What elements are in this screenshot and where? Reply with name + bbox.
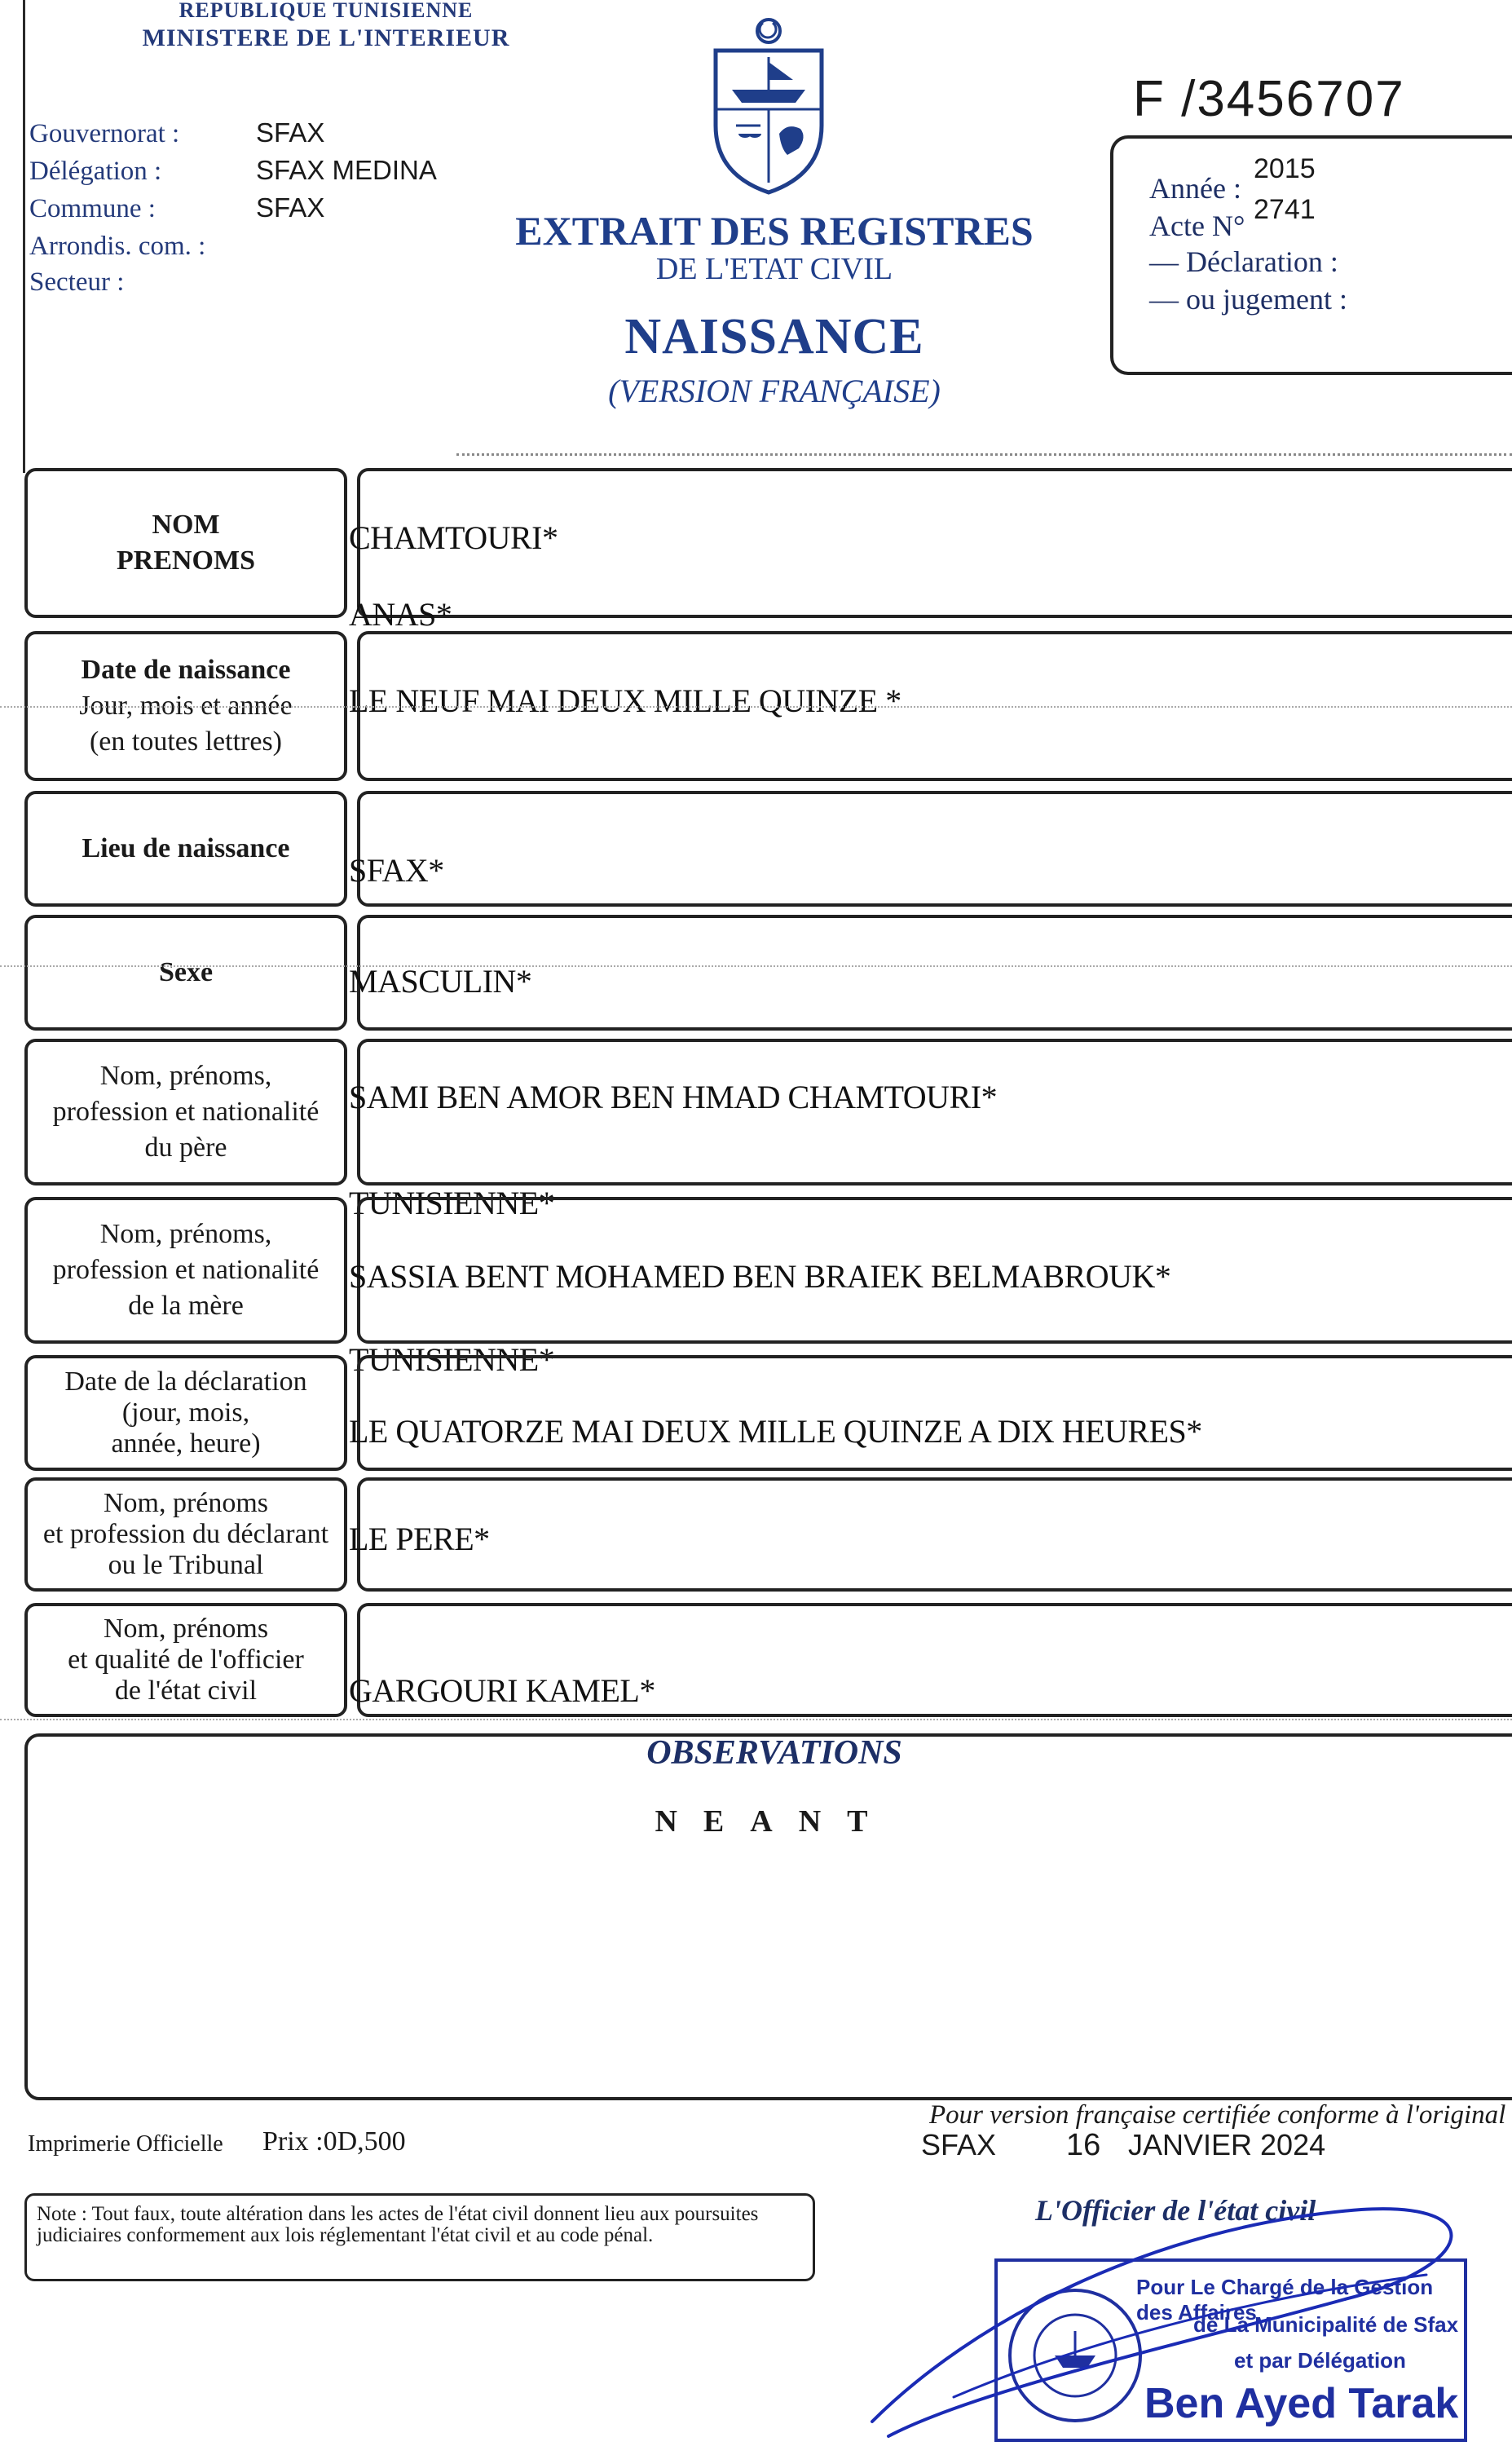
dotted-line [0, 965, 1512, 967]
mere-label-box [24, 1197, 347, 1344]
dotted-line [0, 1719, 1512, 1720]
issue-day: 16 [1066, 2128, 1101, 2162]
declarant-label-box [24, 1477, 347, 1592]
pere-value: SAMI BEN AMOR BEN HMAD CHAMTOURI* [349, 1079, 998, 1115]
acte-number-value: 2741 [1254, 194, 1316, 225]
mere-value: SASSIA BENT MOHAMED BEN BRAIEK BELMABROUK* [349, 1258, 1171, 1295]
jugement-type-label: — ou jugement : [1149, 283, 1347, 316]
nom-value: CHAMTOURI* [349, 519, 558, 556]
delegation-label: Délégation : [29, 157, 162, 186]
declaration-type-label: — Déclaration : [1149, 245, 1338, 278]
declarant-label: Nom, prénoms et profession du déclarant ou le Tribunal [42, 1488, 329, 1580]
observations-value: NEANT [655, 1804, 894, 1839]
document-type: NAISSANCE [624, 309, 924, 364]
document-subtitle: DE L'ETAT CIVIL [655, 252, 893, 286]
margin-rule [23, 0, 25, 473]
coat-of-arms-icon [708, 11, 830, 199]
pere-label: Nom, prénoms, profession et nationalité du père [52, 1061, 320, 1163]
officier-label: Nom, prénoms et qualité de l'officier de l'état civil [68, 1614, 304, 1706]
commune-label: Commune : [29, 194, 156, 223]
sexe-label: Sexe [158, 957, 214, 987]
lieu-value: SFAX* [349, 852, 444, 889]
sexe-label-box [24, 915, 347, 1031]
pere-nationalite: TUNISIENNE* [349, 1185, 555, 1221]
official-stamp [994, 2258, 1467, 2442]
officer-title: L'Officier de l'état civil [1035, 2194, 1316, 2227]
stamp-line-3: et par Délégation [1234, 2348, 1406, 2373]
issue-month-year: JANVIER 2024 [1128, 2128, 1326, 2161]
declaration-label-box [24, 1355, 347, 1471]
declaration-value: LE QUATORZE MAI DEUX MILLE QUINZE A DIX HEURES* [349, 1413, 1202, 1450]
lieu-value-box [357, 791, 1512, 907]
officier-label-box [24, 1603, 347, 1717]
legal-note: Note : Tout faux, toute altération dans les actes de l'état civil donnent lieu aux poursuites judiciaires conformement aux lois réglementant l'état civil et au code pénal. [24, 2193, 815, 2281]
officier-value: GARGOURI KAMEL* [349, 1672, 655, 1709]
document-number: F /3456707 [1133, 71, 1405, 127]
commune-value: SFAX [256, 192, 325, 223]
header-separator [456, 453, 1512, 456]
price: Prix :0D,500 [262, 2126, 406, 2157]
nom-label-box [24, 468, 347, 618]
seal-icon [1006, 2286, 1144, 2425]
mere-label: Nom, prénoms, profession et nationalité de la mère [52, 1219, 320, 1321]
gouvernorat-label: Gouvernorat : [29, 119, 180, 148]
stamp-line-1: Pour Le Chargé de la Gestion des Affaires [1136, 2275, 1434, 2325]
declarant-value: LE PERE* [349, 1521, 490, 1557]
printer-name: Imprimerie Officielle [28, 2131, 223, 2157]
date-naissance-label: Date de naissance [81, 655, 291, 685]
annee-label: Année : [1149, 172, 1241, 205]
annee-value: 2015 [1254, 153, 1316, 184]
prenom-value: ANAS* [349, 596, 452, 633]
gouvernorat-value: SFAX [256, 117, 325, 148]
observations-title: OBSERVATIONS [646, 1734, 902, 1772]
lieu-label: Lieu de naissance [82, 833, 290, 863]
declaration-label: Date de la déclaration (jour, mois, année, heure) [64, 1366, 307, 1459]
stamp-signatory-name: Ben Ayed Tarak [1144, 2380, 1459, 2427]
acte-number-label: Acte N° [1149, 210, 1245, 242]
acte-box [1110, 135, 1512, 375]
stamp-line-2: de La Municipalité de Sfax [1193, 2312, 1459, 2337]
document-title: EXTRAIT DES REGISTRES [515, 208, 1034, 254]
nom-label: NOM PRENOMS [117, 510, 255, 576]
observations-box [24, 1733, 1512, 2100]
document-version: (VERSION FRANÇAISE) [608, 373, 941, 409]
secteur-label: Secteur : [29, 267, 125, 297]
ministry-title: MINISTERE DE L'INTERIEUR [142, 24, 510, 51]
date-naissance-value: LE NEUF MAI DEUX MILLE QUINZE * [349, 682, 901, 719]
dotted-line [0, 706, 1512, 708]
date-naissance-sublabel: Jour, mois et année (en toutes lettres) [79, 691, 293, 757]
issue-place: SFAX [921, 2128, 997, 2161]
pere-label-box [24, 1039, 347, 1185]
sexe-value: MASCULIN* [349, 963, 532, 1000]
declarant-value-box [357, 1477, 1512, 1592]
delegation-value: SFAX MEDINA [256, 155, 437, 185]
mere-nationalite: TUNISIENNE* [349, 1341, 555, 1378]
arrondissement-label: Arrondis. com. : [29, 232, 206, 261]
republic-title: REPUBLIQUE TUNISIENNE [179, 0, 474, 22]
lieu-label-box [24, 791, 347, 907]
certification-text: Pour version française certifiée conforme à l'original [929, 2100, 1506, 2130]
